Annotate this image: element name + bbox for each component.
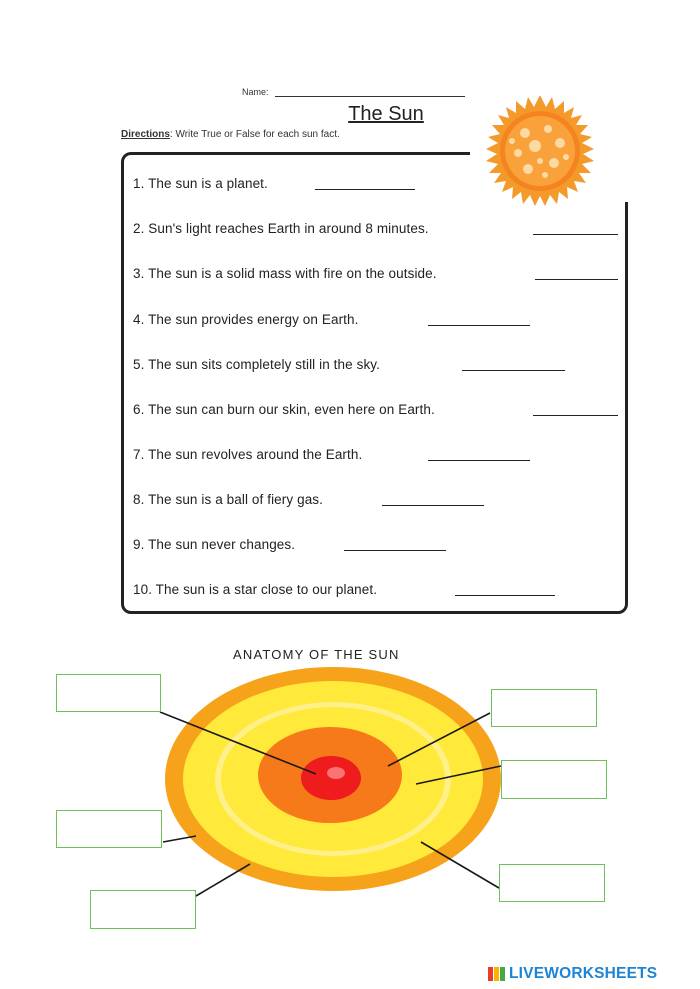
pointer-line-convective: [196, 864, 250, 896]
answer-line-4[interactable]: [428, 325, 530, 326]
answer-line-6[interactable]: [533, 415, 618, 416]
directions: [121, 129, 340, 140]
label-box-2[interactable]: [491, 689, 597, 727]
question-2: 2. Sun's light reaches Earth in around 8 minutes.: [133, 221, 429, 236]
answer-line-1[interactable]: [315, 189, 415, 190]
pointer-line-photosphere: [163, 836, 196, 842]
anatomy-title: ANATOMY OF THE SUN: [233, 647, 400, 662]
brand-name: LIVEWORKSHEETS: [509, 965, 658, 982]
answer-line-8[interactable]: [382, 505, 484, 506]
question-5: 5. The sun sits completely still in the sky.: [133, 357, 380, 372]
answer-line-7[interactable]: [428, 460, 530, 461]
liveworksheets-icon: [488, 967, 506, 981]
directions-text: : Write True or False for each sun fact.: [169, 129, 340, 140]
question-7: 7. The sun revolves around the Earth.: [133, 447, 363, 462]
question-9: 9. The sun never changes.: [133, 537, 296, 552]
answer-line-9[interactable]: [344, 550, 446, 551]
answer-line-10[interactable]: [455, 595, 555, 596]
question-1: 1. The sun is a planet.: [133, 176, 268, 191]
name-input-line[interactable]: [275, 86, 465, 97]
label-box-3[interactable]: [501, 760, 607, 799]
page-title: The Sun: [348, 103, 424, 125]
question-6: 6. The sun can burn our skin, even here on Earth.: [133, 402, 435, 417]
question-4: 4. The sun provides energy on Earth.: [133, 312, 359, 327]
answer-line-2[interactable]: [533, 234, 618, 235]
name-label: Name:: [242, 87, 269, 97]
label-box-4[interactable]: [56, 810, 162, 848]
sun-core: [301, 756, 361, 800]
question-3: 3. The sun is a solid mass with fire on the outside.: [133, 266, 437, 281]
liveworksheets-logo: [488, 965, 657, 983]
label-box-5[interactable]: [90, 890, 196, 929]
directions-label: Directions: [121, 129, 170, 140]
question-10: 10. The sun is a star close to our planet.: [133, 582, 378, 597]
answer-line-3[interactable]: [535, 279, 618, 280]
label-box-6[interactable]: [499, 864, 605, 902]
sun-illustration: [470, 96, 610, 206]
answer-line-5[interactable]: [462, 370, 565, 371]
name-row: [242, 86, 465, 97]
label-box-1[interactable]: [56, 674, 161, 712]
question-8: 8. The sun is a ball of fiery gas.: [133, 492, 324, 507]
